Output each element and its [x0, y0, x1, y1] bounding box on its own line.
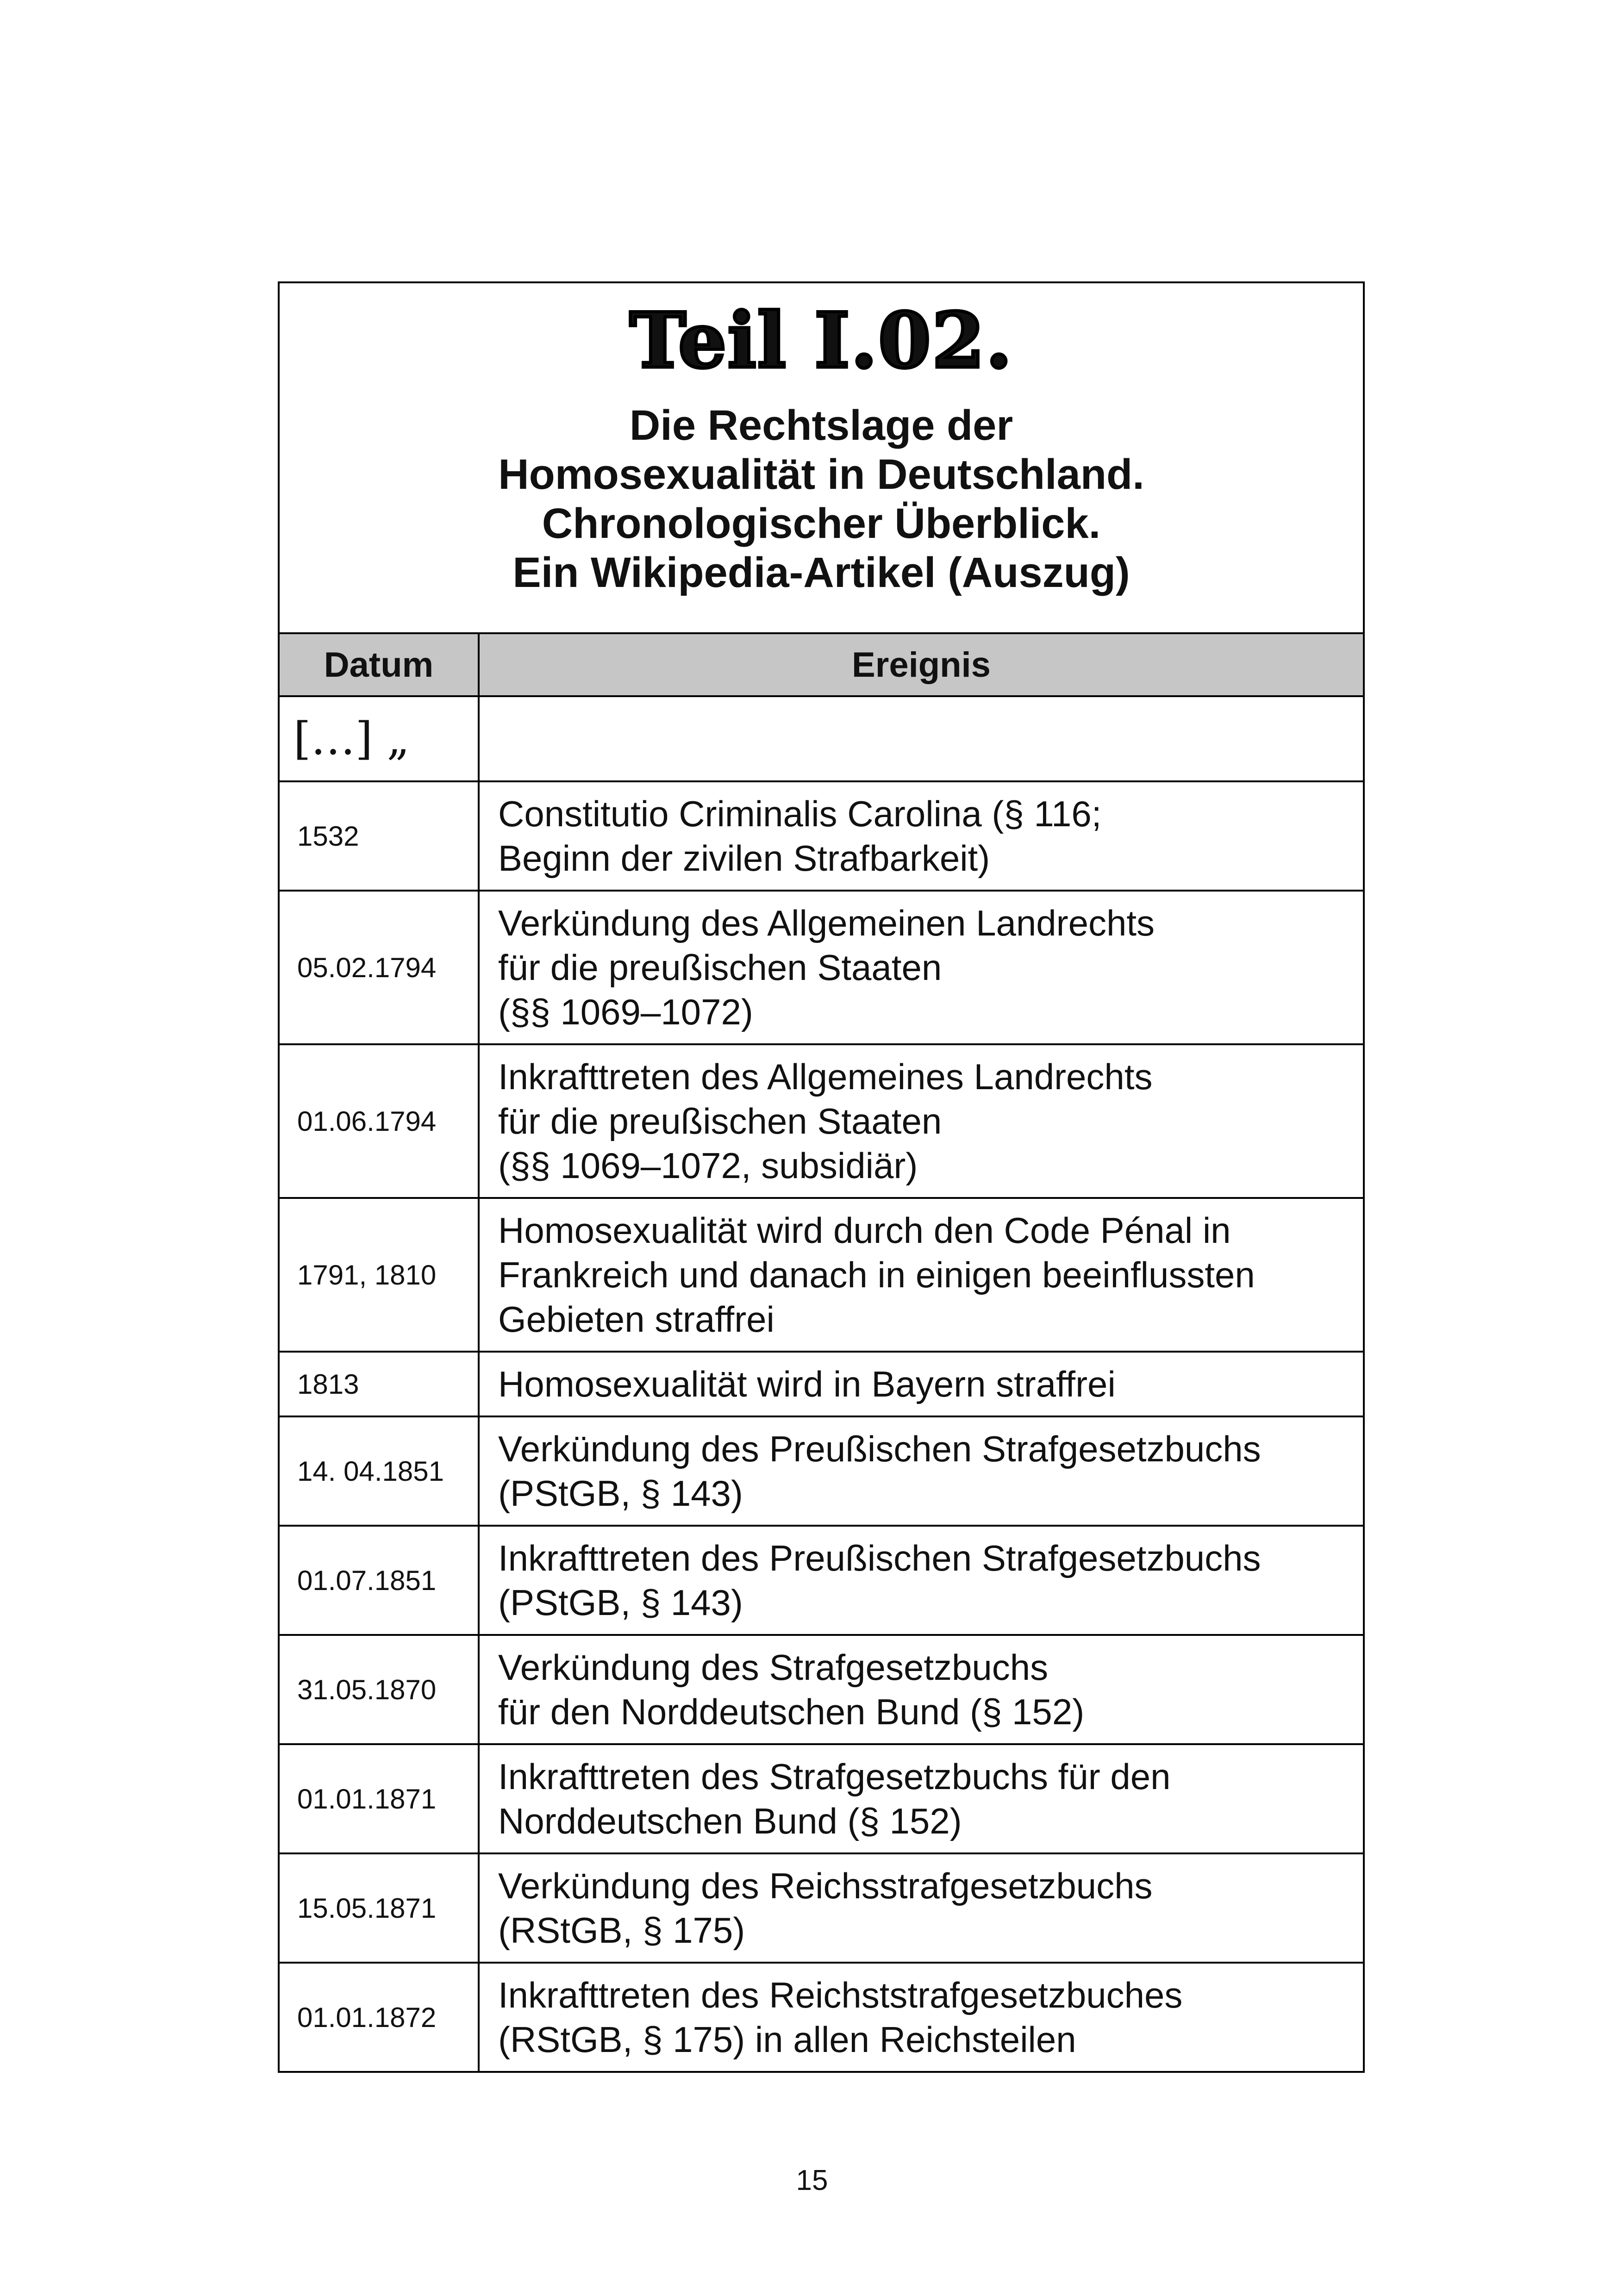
- chronology-table: [278, 281, 1365, 2073]
- event-line: Homosexualität wird in Bayern straffrei: [498, 1364, 1116, 1404]
- date-cell: 31.05.1870: [279, 1635, 479, 1744]
- empty-event-cell: [479, 696, 1364, 781]
- event-cell: [479, 1416, 1364, 1526]
- date-cell: 14. 04.1851: [279, 1416, 479, 1526]
- subtitle-line: Homosexualität in Deutschland.: [498, 451, 1144, 498]
- event-line: (§§ 1069–1072, subsidiär): [498, 1145, 918, 1186]
- opening-marker: […] „: [279, 696, 479, 781]
- event-line: (PStGB, § 143): [498, 1582, 743, 1623]
- event-cell: [479, 1526, 1364, 1635]
- event-line: Inkrafttreten des Strafgesetzbuchs für den: [498, 1756, 1171, 1797]
- event-cell: [479, 1853, 1364, 1963]
- event-line: für den Norddeutschen Bund (§ 152): [498, 1691, 1085, 1732]
- date-cell: 01.01.1871: [279, 1744, 479, 1853]
- table-row: [279, 1044, 1364, 1198]
- date-cell: 1532: [279, 781, 479, 891]
- subtitle-line: Chronologischer Überblick.: [542, 500, 1101, 547]
- event-line: Gebieten straffrei: [498, 1299, 775, 1340]
- date-cell: 15.05.1871: [279, 1853, 479, 1963]
- event-line: (RStGB, § 175) in allen Reichsteilen: [498, 2019, 1076, 2060]
- event-line: Constitutio Criminalis Carolina (§ 116;: [498, 793, 1102, 834]
- event-cell: [479, 1198, 1364, 1352]
- date-cell: 05.02.1794: [279, 891, 479, 1044]
- table-row: [279, 891, 1364, 1044]
- event-cell: [479, 891, 1364, 1044]
- table-row: [279, 781, 1364, 891]
- title-row: [279, 282, 1364, 633]
- column-header-date: Datum: [279, 633, 479, 696]
- table-row: [279, 1635, 1364, 1744]
- table-row: [279, 1744, 1364, 1853]
- date-cell: 1791, 1810: [279, 1198, 479, 1352]
- table-row: [279, 1526, 1364, 1635]
- event-line: Verkündung des Allgemeinen Landrechts: [498, 903, 1155, 943]
- event-cell: [479, 1635, 1364, 1744]
- page-number: 15: [796, 2164, 828, 2196]
- date-cell: 01.01.1872: [279, 1963, 479, 2072]
- event-line: (§§ 1069–1072): [498, 992, 753, 1032]
- event-line: Verkündung des Reichsstrafgesetzbuchs: [498, 1865, 1153, 1906]
- date-cell: 01.06.1794: [279, 1044, 479, 1198]
- event-cell: [479, 1963, 1364, 2072]
- event-line: Frankreich und danach in einigen beeinflussten: [498, 1254, 1255, 1295]
- event-line: (PStGB, § 143): [498, 1473, 743, 1514]
- column-header-event: Ereignis: [479, 633, 1364, 696]
- event-line: für die preußischen Staaten: [498, 947, 942, 988]
- event-cell: [479, 781, 1364, 891]
- event-line: Inkrafttreten des Reichststrafgesetzbuches: [498, 1975, 1183, 2015]
- subtitle-block: [280, 401, 1363, 597]
- event-line: (RStGB, § 175): [498, 1910, 745, 1951]
- event-line: Beginn der zivilen Strafbarkeit): [498, 838, 990, 879]
- event-line: Norddeutschen Bund (§ 152): [498, 1801, 962, 1841]
- event-line: Homosexualität wird durch den Code Pénal in: [498, 1210, 1231, 1251]
- date-cell: 01.07.1851: [279, 1526, 479, 1635]
- subtitle-line: Die Rechtslage der: [629, 402, 1013, 449]
- table-row: [279, 1416, 1364, 1526]
- event-line: Verkündung des Strafgesetzbuchs: [498, 1647, 1049, 1688]
- subtitle-line: Ein Wikipedia-Artikel (Auszug): [512, 549, 1130, 596]
- event-line: Inkrafttreten des Preußischen Strafgesetzbuchs: [498, 1538, 1261, 1578]
- table-row: [279, 1352, 1364, 1416]
- part-title: Teil I.02.: [629, 296, 1013, 385]
- date-cell: 1813: [279, 1352, 479, 1416]
- event-cell: [479, 1352, 1364, 1416]
- event-cell: [479, 1744, 1364, 1853]
- event-cell: [479, 1044, 1364, 1198]
- title-cell: [279, 282, 1364, 633]
- opening-marker-row: [279, 696, 1364, 781]
- column-header-row: [279, 633, 1364, 696]
- table-row: [279, 1853, 1364, 1963]
- event-line: für die preußischen Staaten: [498, 1101, 942, 1141]
- event-line: Verkündung des Preußischen Strafgesetzbuchs: [498, 1428, 1261, 1469]
- table-row: [279, 1198, 1364, 1352]
- table-row: [279, 1963, 1364, 2072]
- event-line: Inkrafttreten des Allgemeines Landrechts: [498, 1056, 1153, 1097]
